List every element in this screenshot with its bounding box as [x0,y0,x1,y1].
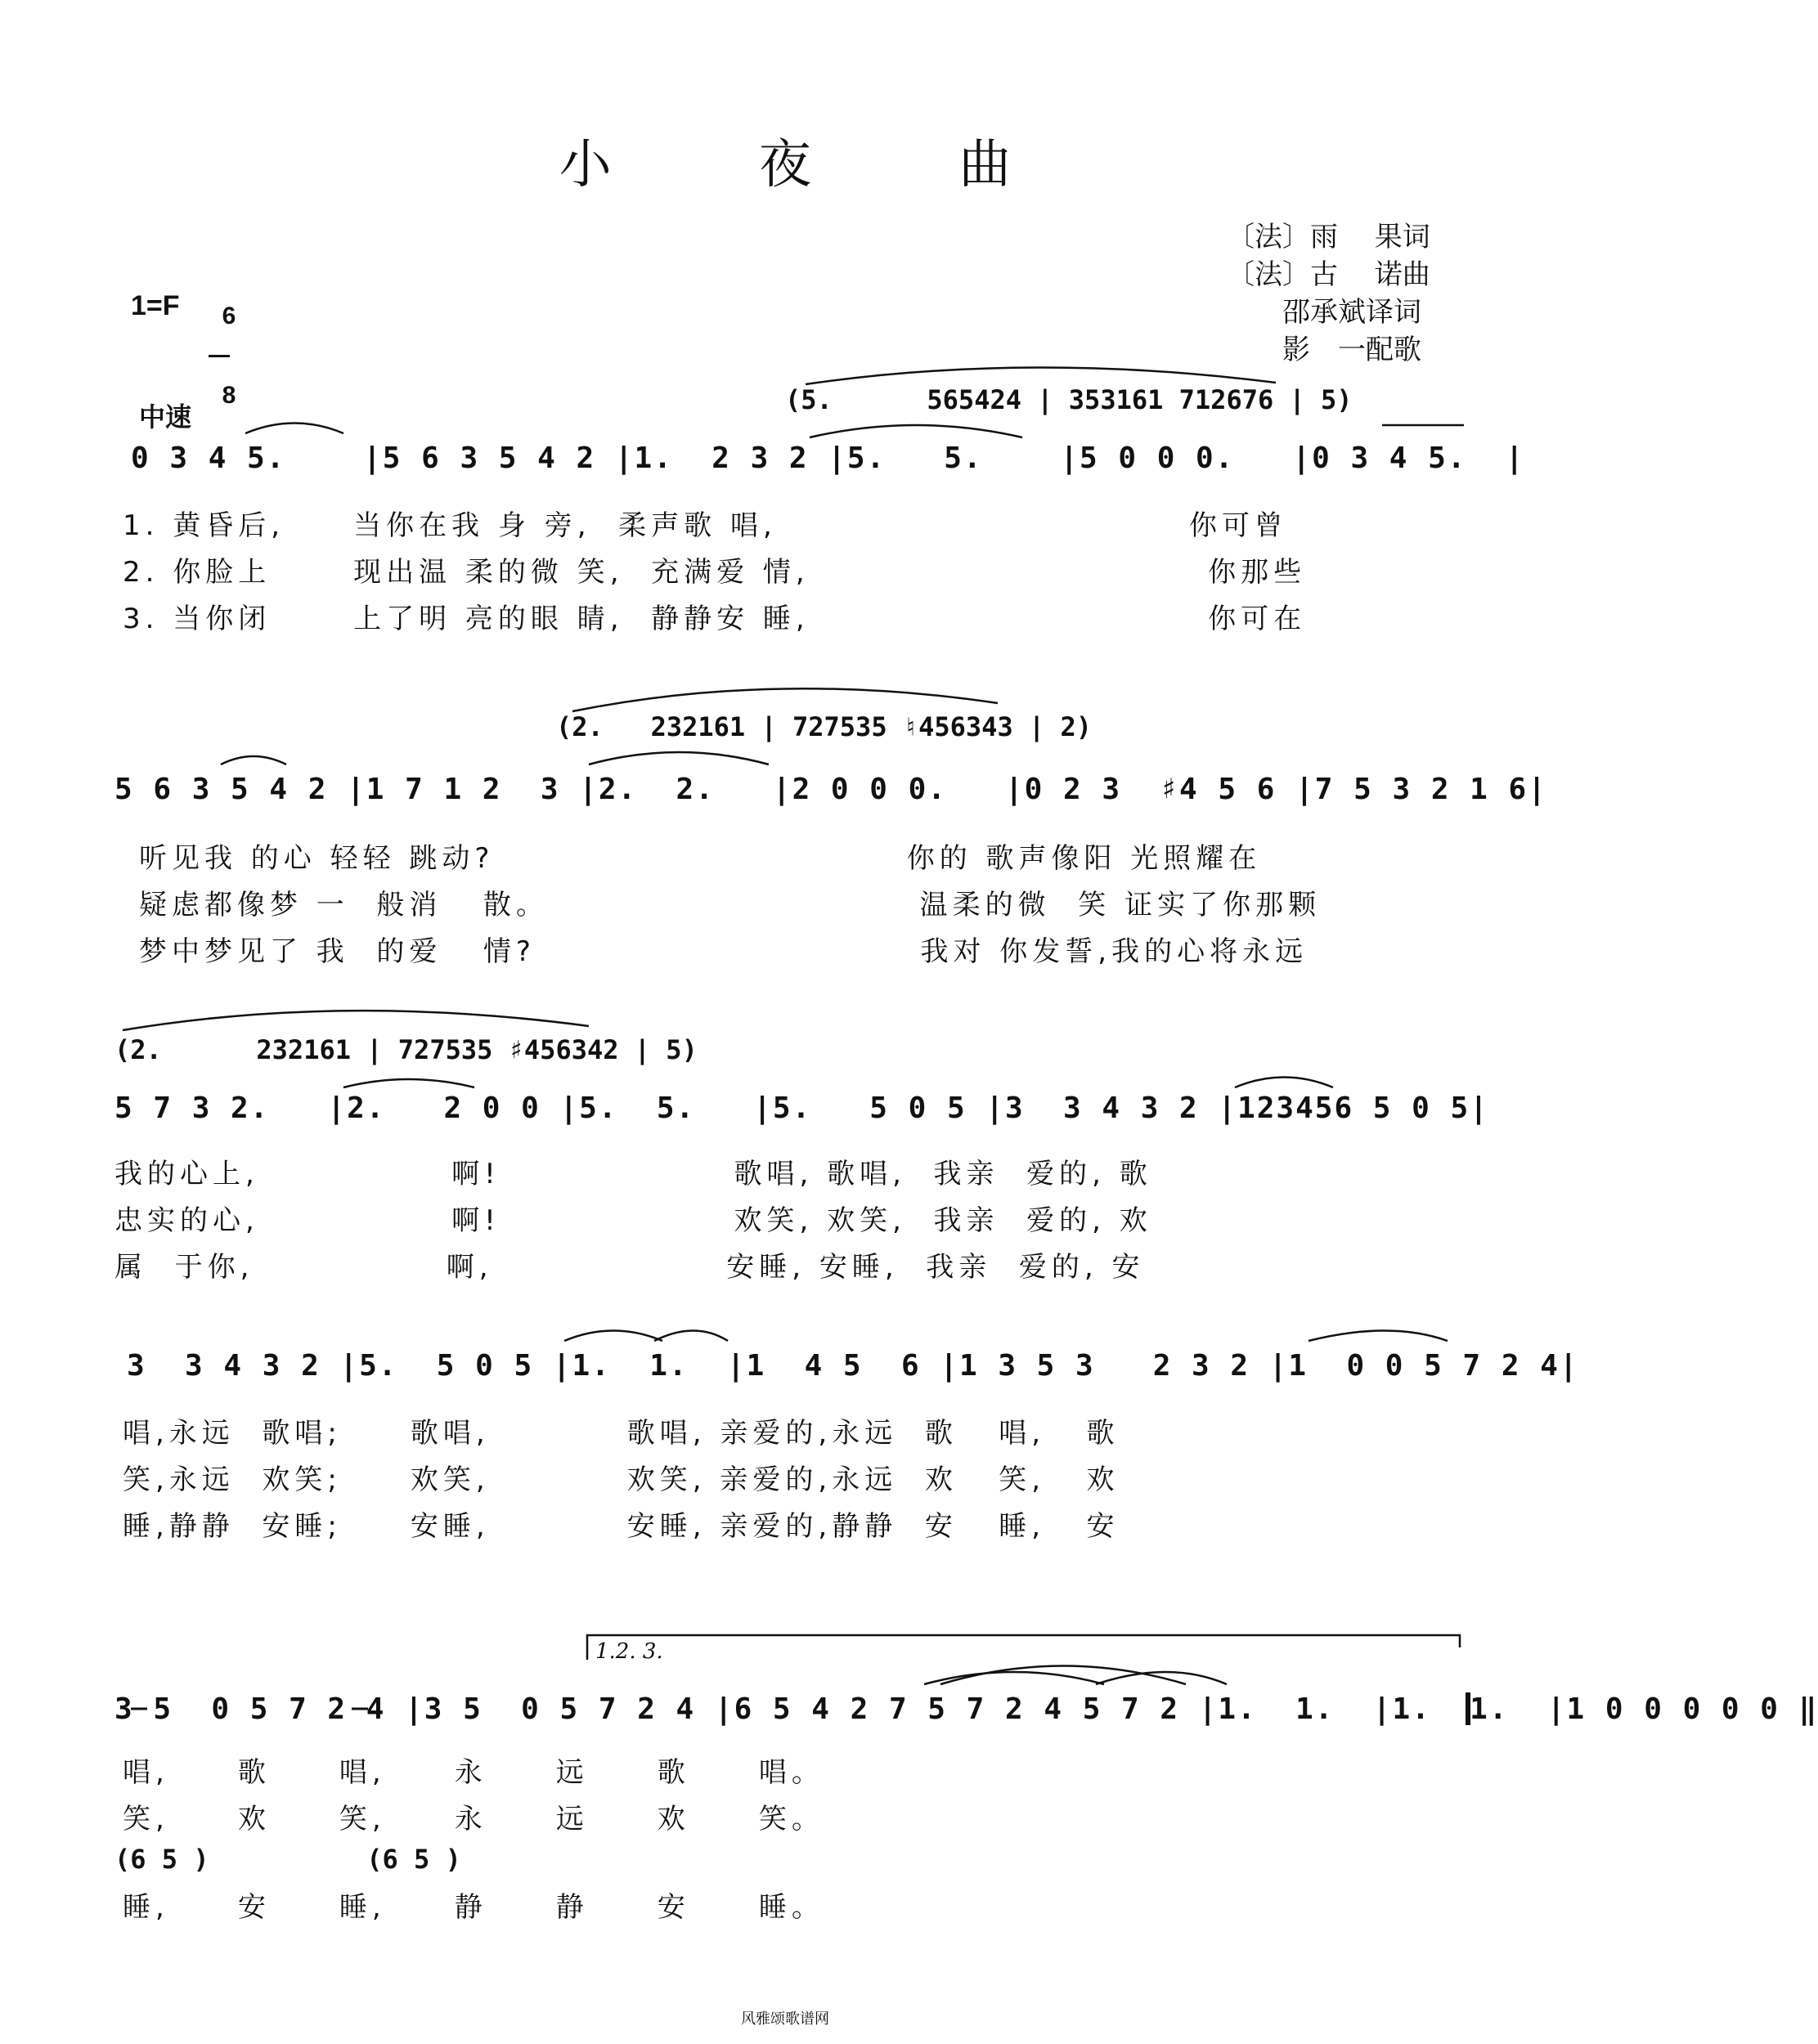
volta-bracket-label: 1.2. 3. [595,1639,663,1664]
volta-bracket [587,1635,1460,1660]
system4-lyric-1: 唱,永远 歌唱; 歌唱, 歌唱, 亲爱的,永远 歌 唱, 歌 [123,1417,1120,1450]
slur-mark [1235,1078,1333,1088]
system3-lyric-2: 忠实的心, 啊! 欢笑, 欢笑, 我亲 爱的, 欢 [114,1204,1152,1237]
song-title: 小 夜 曲 [559,135,1077,195]
system2-lyric-3: 梦中梦见了 我 的爱 情? 我对 你发誓,我的心将永远 [139,935,1309,968]
slur-mark [654,1331,728,1342]
slur-mark [123,1011,589,1030]
slur-mark [589,752,769,764]
key-signature: 1=F [131,290,180,321]
system5-lyric-3: 睡, 安 睡, 静 静 安 睡。 [123,1891,824,1924]
slur-mark [221,756,286,764]
footer-watermark: 风雅颂歌谱网 [741,2010,829,2028]
slur-mark [1309,1331,1448,1342]
system5-alt-notes: (6 5 ) (6 5 ) [114,1844,461,1875]
slur-mark [924,1672,1104,1684]
system3-notes: 5 7 3 2. |2. 2 0 0 |5. 5. |5. 5 0 5 |3 3 4 3 2 |123456 5 0 5| [114,1091,1489,1125]
credit-composer: 〔法〕古 诺曲 [1227,258,1430,291]
meter-top: 6 [222,303,236,329]
system5-lyric-2: 笑, 欢 笑, 永 远 欢 笑。 [123,1803,824,1836]
system2-lyric-2: 疑虑都像梦 一 般消 散。 温柔的微 笑 证实了你那颗 [139,889,1322,921]
system4-lyric-3: 睡,静静 安睡; 安睡, 安睡, 亲爱的,静静 安 睡, 安 [123,1510,1120,1543]
slur-mark [572,688,998,711]
system5-lyric-1: 唱, 歌 唱, 永 远 歌 唱。 [123,1756,824,1789]
system2-lyric-1: 听见我 的心 轻轻 跳动? 你的 歌声像阳 光照耀在 [139,842,1262,875]
tempo-marking: 中速 [139,401,192,433]
slur-mark [245,424,343,434]
slur-mark [810,425,1022,437]
slur-mark [564,1331,662,1342]
slur-mark [806,367,1276,384]
credit-arranger: 影 一配歌 [1227,334,1421,366]
credit-lyricist: 〔法〕雨 果词 [1227,221,1430,253]
system1-lyric-1: 1. 黄昏后, 当你在我 身 旁, 柔声歌 唱, 你可曾 [123,509,1287,542]
system3-intro: (2. 232161 | 727535 ♯456342 | 5) [114,1034,698,1065]
system2-notes: 5 6 3 5 4 2 |1 7 1 2 3 |2. 2. |2 0 0 0. |0 2 3 ♯4 5 6 |7 5 3 2 1 6| [114,773,1547,806]
system1-lyric-2: 2. 你脸上 现出温 柔的微 笑, 充满爱 情, 你那些 [123,556,1307,589]
system3-lyric-1: 我的心上, 啊! 歌唱, 歌唱, 我亲 爱的, 歌 [114,1158,1152,1190]
system4-lyric-2: 笑,永远 欢笑; 欢笑, 欢笑, 亲爱的,永远 欢 笑, 欢 [123,1464,1120,1496]
system1-intro: (5. 565424 | 353161 712676 | 5) [785,384,1353,415]
credit-translator: 邵承斌译词 [1227,296,1421,329]
system1-lyric-3: 3. 当你闭 上了明 亮的眼 睛, 静静安 睡, 你可在 [123,603,1307,635]
meter-bottom: 8 [222,382,236,409]
slur-mark [343,1079,474,1087]
system3-lyric-3: 属 于你, 啊, 安睡, 安睡, 我亲 爱的, 安 [114,1251,1145,1284]
system2-intro: (2. 232161 | 727535 ♮456343 | 2) [556,711,1093,742]
system1-notes: 0 3 4 5. |5 6 3 5 4 2 |1. 2 3 2 |5. 5. |5 0 0 0. |0 3 4 5. | [131,442,1525,475]
system5-notes: 3 5 0 5 7 2 4 |3 5 0 5 7 2 4 |6 5 4 2 7 5 7 2 4 5 7 2 |1. 1. |1. 1. |1 0 0 0 0 0 ‖ [114,1692,1818,1726]
system4-notes: 3 3 4 3 2 |5. 5 0 5 |1. 1. |1 4 5 6 |1 3 5 3 2 3 2 |1 0 0 5 7 2 4| [127,1349,1579,1383]
